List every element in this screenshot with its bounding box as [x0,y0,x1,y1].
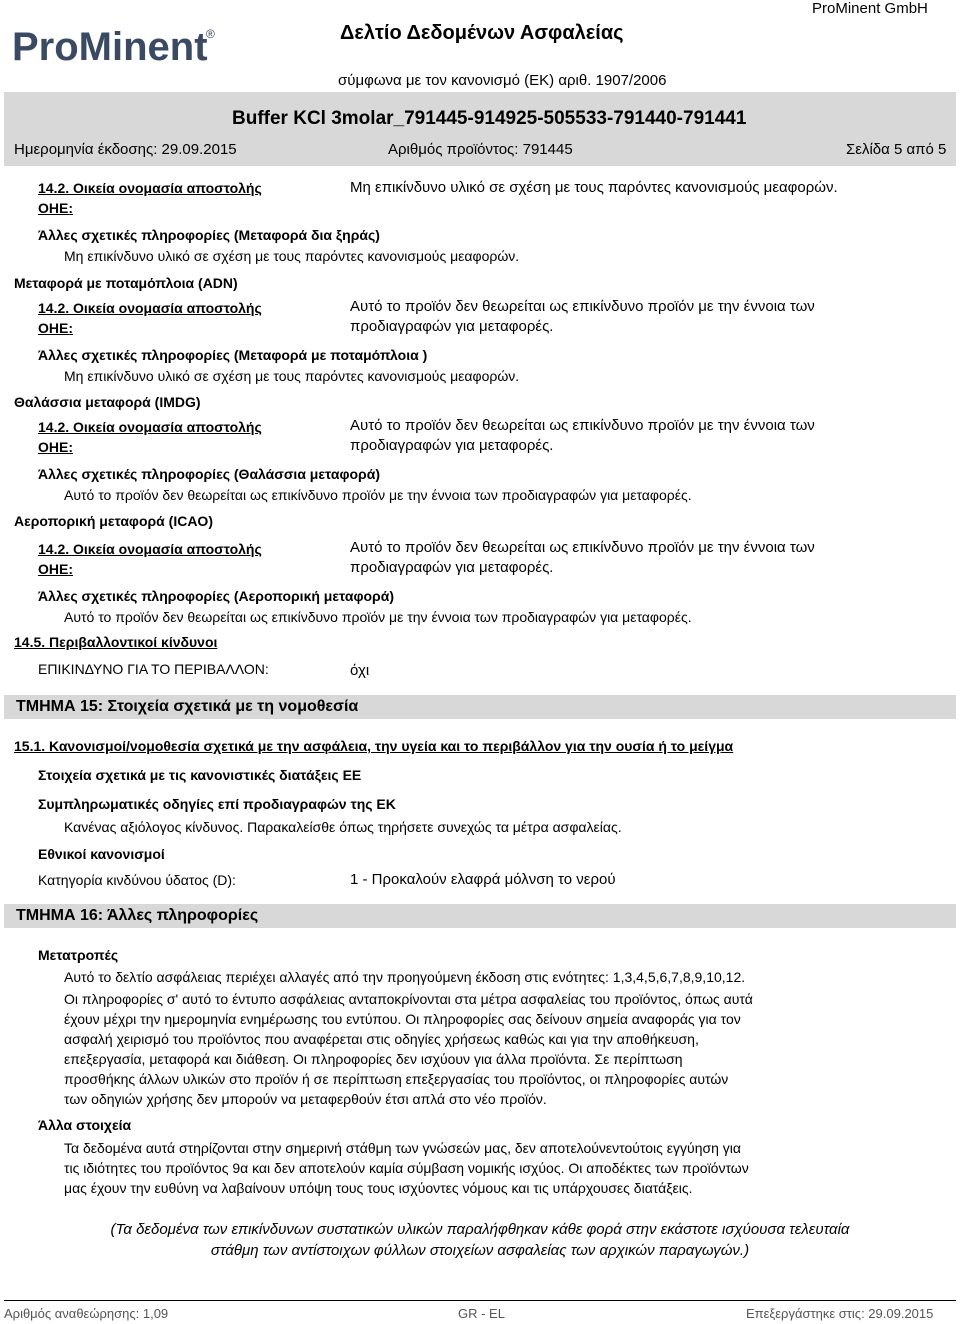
company-name: ProMinent GmbH [812,0,928,17]
changes-title: Μετατροπές [38,947,119,963]
other-data-line: μας έχουν την ευθύνη να λαβαίνουν υπόψη τους τους ισχύοντες νόμους και τις υπάρχουσες διατάξεις. [64,1180,693,1196]
icao-value-line2: προδιαγραφών για μεταφορές. [350,559,554,576]
adn-title: Μεταφορά με ποταμόπλοια (ADN) [14,275,238,291]
environment-hazards-title: 14.5. Περιβαλλοντικοί κίνδυνοι [14,634,218,650]
icao-title: Αεροπορική μεταφορά (ICAO) [14,513,213,529]
product-name: Buffer KCl 3molar_791445-914925-505533-791440-791441 [232,108,747,129]
imdg-un-label: ΟΗΕ: [38,439,73,455]
adn-value-line1: Αυτό το προϊόν δεν θεωρείται ως επικίνδυνο προϊόν με την έννοια των [350,298,815,315]
changes-paragraph-line: των οδηγιών χρήσης δεν μπορούν να μεταφερθούν έτσι απλά στο νέο προϊόν. [64,1091,547,1107]
closing-note-line: (Τα δεδομένα των επικίνδυνων συστατικών υλικών παραλήφθηκαν κάθε φορά στην εκάστοτε ισχύουσα τελευταία [110,1221,850,1238]
imdg-other-title: Άλλες σχετικές πληροφορίες (Θαλάσσια μεταφορά) [38,466,380,482]
changes-paragraph-line: ασφαλή χειρισμό του προϊόντος που αναφέρεται στις οδηγίες χρήσεως καθώς και για την αποθήκευση, [64,1031,699,1047]
section-16-bar [4,904,956,928]
adn-other-text: Μη επικίνδυνο υλικό σε σχέση με τους παρόντες κανονισμούς μεαφορών. [64,368,520,384]
issue-date: Ημερομηνία έκδοσης: 29.09.2015 [14,141,237,158]
changes-paragraph-line: προσθήκης άλλων υλικών στο προϊόν ή σε περίπτωση επεξεργασίας του προϊόντος, οι πληροφορίες αυτών [64,1071,729,1087]
adn-un-label: ΟΗΕ: [38,320,73,336]
icao-un-label: ΟΗΕ: [38,561,73,577]
page-number: Σελίδα 5 από 5 [846,141,947,158]
water-hazard-label: Κατηγορία κινδύνου ύδατος (D): [38,872,236,888]
changes-paragraph-line: επεξεργασία, μεταφορά και διάθεση. Οι πληροφορίες δεν ισχύουν για άλλα προϊόντα. Σε περίπτωση [64,1051,683,1067]
footer-divider [4,1300,956,1301]
icao-other-text: Αυτό το προϊόν δεν θεωρείται ως επικίνδυνο προϊόν με την έννοια των προδιαγραφών για μεταφορές. [64,609,692,625]
other-data-line: Τα δεδομένα αυτά στηρίζονται στην σημερινή στάθμη των γνώσεών μας, δεν αποτελούνεντούτοις εγγύηση για [64,1140,741,1156]
eu-regulations-title: Στοιχεία σχετικά με τις κανονιστικές διατάξεις ΕΕ [38,767,362,783]
un-name-label: 14.2. Οικεία ονομασία αποστολής [38,180,262,196]
adn-other-title: Άλλες σχετικές πληροφορίες (Μεταφορά με ποταμόπλοια ) [38,347,428,363]
imdg-other-text: Αυτό το προϊόν δεν θεωρείται ως επικίνδυνο προϊόν με την έννοια των προδιαγραφών για μεταφορές. [64,487,692,503]
changes-paragraph [64,989,944,1109]
imdg-un-name-label: 14.2. Οικεία ονομασία αποστολής [38,419,262,435]
other-data-title: Άλλα στοιχεία [38,1117,132,1133]
adn-un-name-label: 14.2. Οικεία ονομασία αποστολής [38,300,262,316]
un-label: ΟΗΕ: [38,200,73,216]
changes-line: Αυτό το δελτίο ασφάλειας περιέχει αλλαγές από την προηγούμενη έκδοση στις ενότητες: 1,3,4,5,6,7,8,9,10,12. [64,969,746,985]
road-other-title: Άλλες σχετικές πληροφορίες (Μεταφορά δια ξηράς) [38,227,380,243]
processed-date: Επεξεργάστηκε στις: 29.09.2015 [746,1306,934,1321]
section-15-heading: ΤΜΗΜΑ 15: Στοιχεία σχετικά με τη νομοθεσία [16,698,359,715]
imdg-value-line1: Αυτό το προϊόν δεν θεωρείται ως επικίνδυνο προϊόν με την έννοια των [350,417,815,434]
icao-value-line1: Αυτό το προϊόν δεν θεωρείται ως επικίνδυνο προϊόν με την έννοια των [350,539,815,556]
water-hazard-value: 1 - Προκαλούν ελαφρά μόλνση το νερού [350,871,616,888]
regulation-reference: σύμφωνα με τον κανονισμό (ΕΚ) αριθ. 1907/2006 [338,72,667,89]
un-name-value: Μη επικίνδυνο υλικό σε σχέση με τους παρόντες κανονισμούς μεαφορών. [350,179,838,196]
icao-un-name-label: 14.2. Οικεία ονομασία αποστολής [38,541,262,557]
logo-registered-mark: ® [206,27,215,41]
supplementary-text: Κανένας αξιόλογος κίνδυνος. Παρακαλείσθε όπως τηρήσετε συνεχώς τα μέτρα ασφαλείας. [64,819,622,835]
logo-wordmark: ProMinent [12,25,208,69]
revision-number: Αριθμός αναθεώρησης: 1,09 [4,1306,169,1321]
other-data-paragraph [64,1138,944,1198]
document-title: Δελτίο Δεδομένων Ασφαλείας [340,22,624,44]
product-number: Αριθμός προϊόντος: 791445 [388,141,573,158]
national-regulations-title: Εθνικοί κανονισμοί [38,846,165,862]
language-code: GR - EL [458,1306,505,1321]
section-15-bar [4,695,956,719]
environment-hazard-label: ΕΠΙΚΙΝΔΥΝΟ ΓΙΑ ΤΟ ΠΕΡΙΒΑΛΛΟΝ: [38,661,269,677]
supplementary-title: Συμπληρωματικές οδηγίες επί προδιαγραφών της ΕΚ [38,796,396,812]
other-data-line: τις ιδιότητες του προϊόντος 9α και δεν αποτελούν καμία σύμβαση νομικής ισχύος. Οι αποδέκτες των προϊόντων [64,1160,749,1176]
imdg-title: Θαλάσσια μεταφορά (IMDG) [14,394,201,410]
changes-paragraph-line: Οι πληροφορίες σ' αυτό το έντυπο ασφάλειας ανταποκρίνονται στα μέτρα ασφαλείας του προϊόντος, όπως αυτά [64,991,753,1007]
section-16-heading: ΤΜΗΜΑ 16: Άλλες πληροφορίες [16,907,259,924]
environment-hazard-value: όχι [350,662,370,679]
section-15-1-title: 15.1. Κανονισμοί/νομοθεσία σχετικά με την ασφάλεια, την υγεία και το περιβάλλον για την ουσία ή το μείγμα [14,738,734,754]
icao-other-title: Άλλες σχετικές πληροφορίες (Αεροπορική μεταφορά) [38,588,394,604]
adn-value-line2: προδιαγραφών για μεταφορές. [350,318,554,335]
closing-note [40,1219,920,1261]
closing-note-line: στάθμη των αντίστοιχων φύλλων στοιχείων ασφαλείας των αρχικών παραγωγών.) [210,1242,750,1259]
imdg-value-line2: προδιαγραφών για μεταφορές. [350,437,554,454]
prominent-logo [10,22,220,72]
road-other-text: Μη επικίνδυνο υλικό σε σχέση με τους παρόντες κανονισμούς μεαφορών. [64,248,520,264]
changes-paragraph-line: έχουν μέχρι την ημερομηνία ενημέρωσης του εντύπου. Οι πληροφορίες σας δείνουν σημεία αναφοράς για τον [64,1011,741,1027]
